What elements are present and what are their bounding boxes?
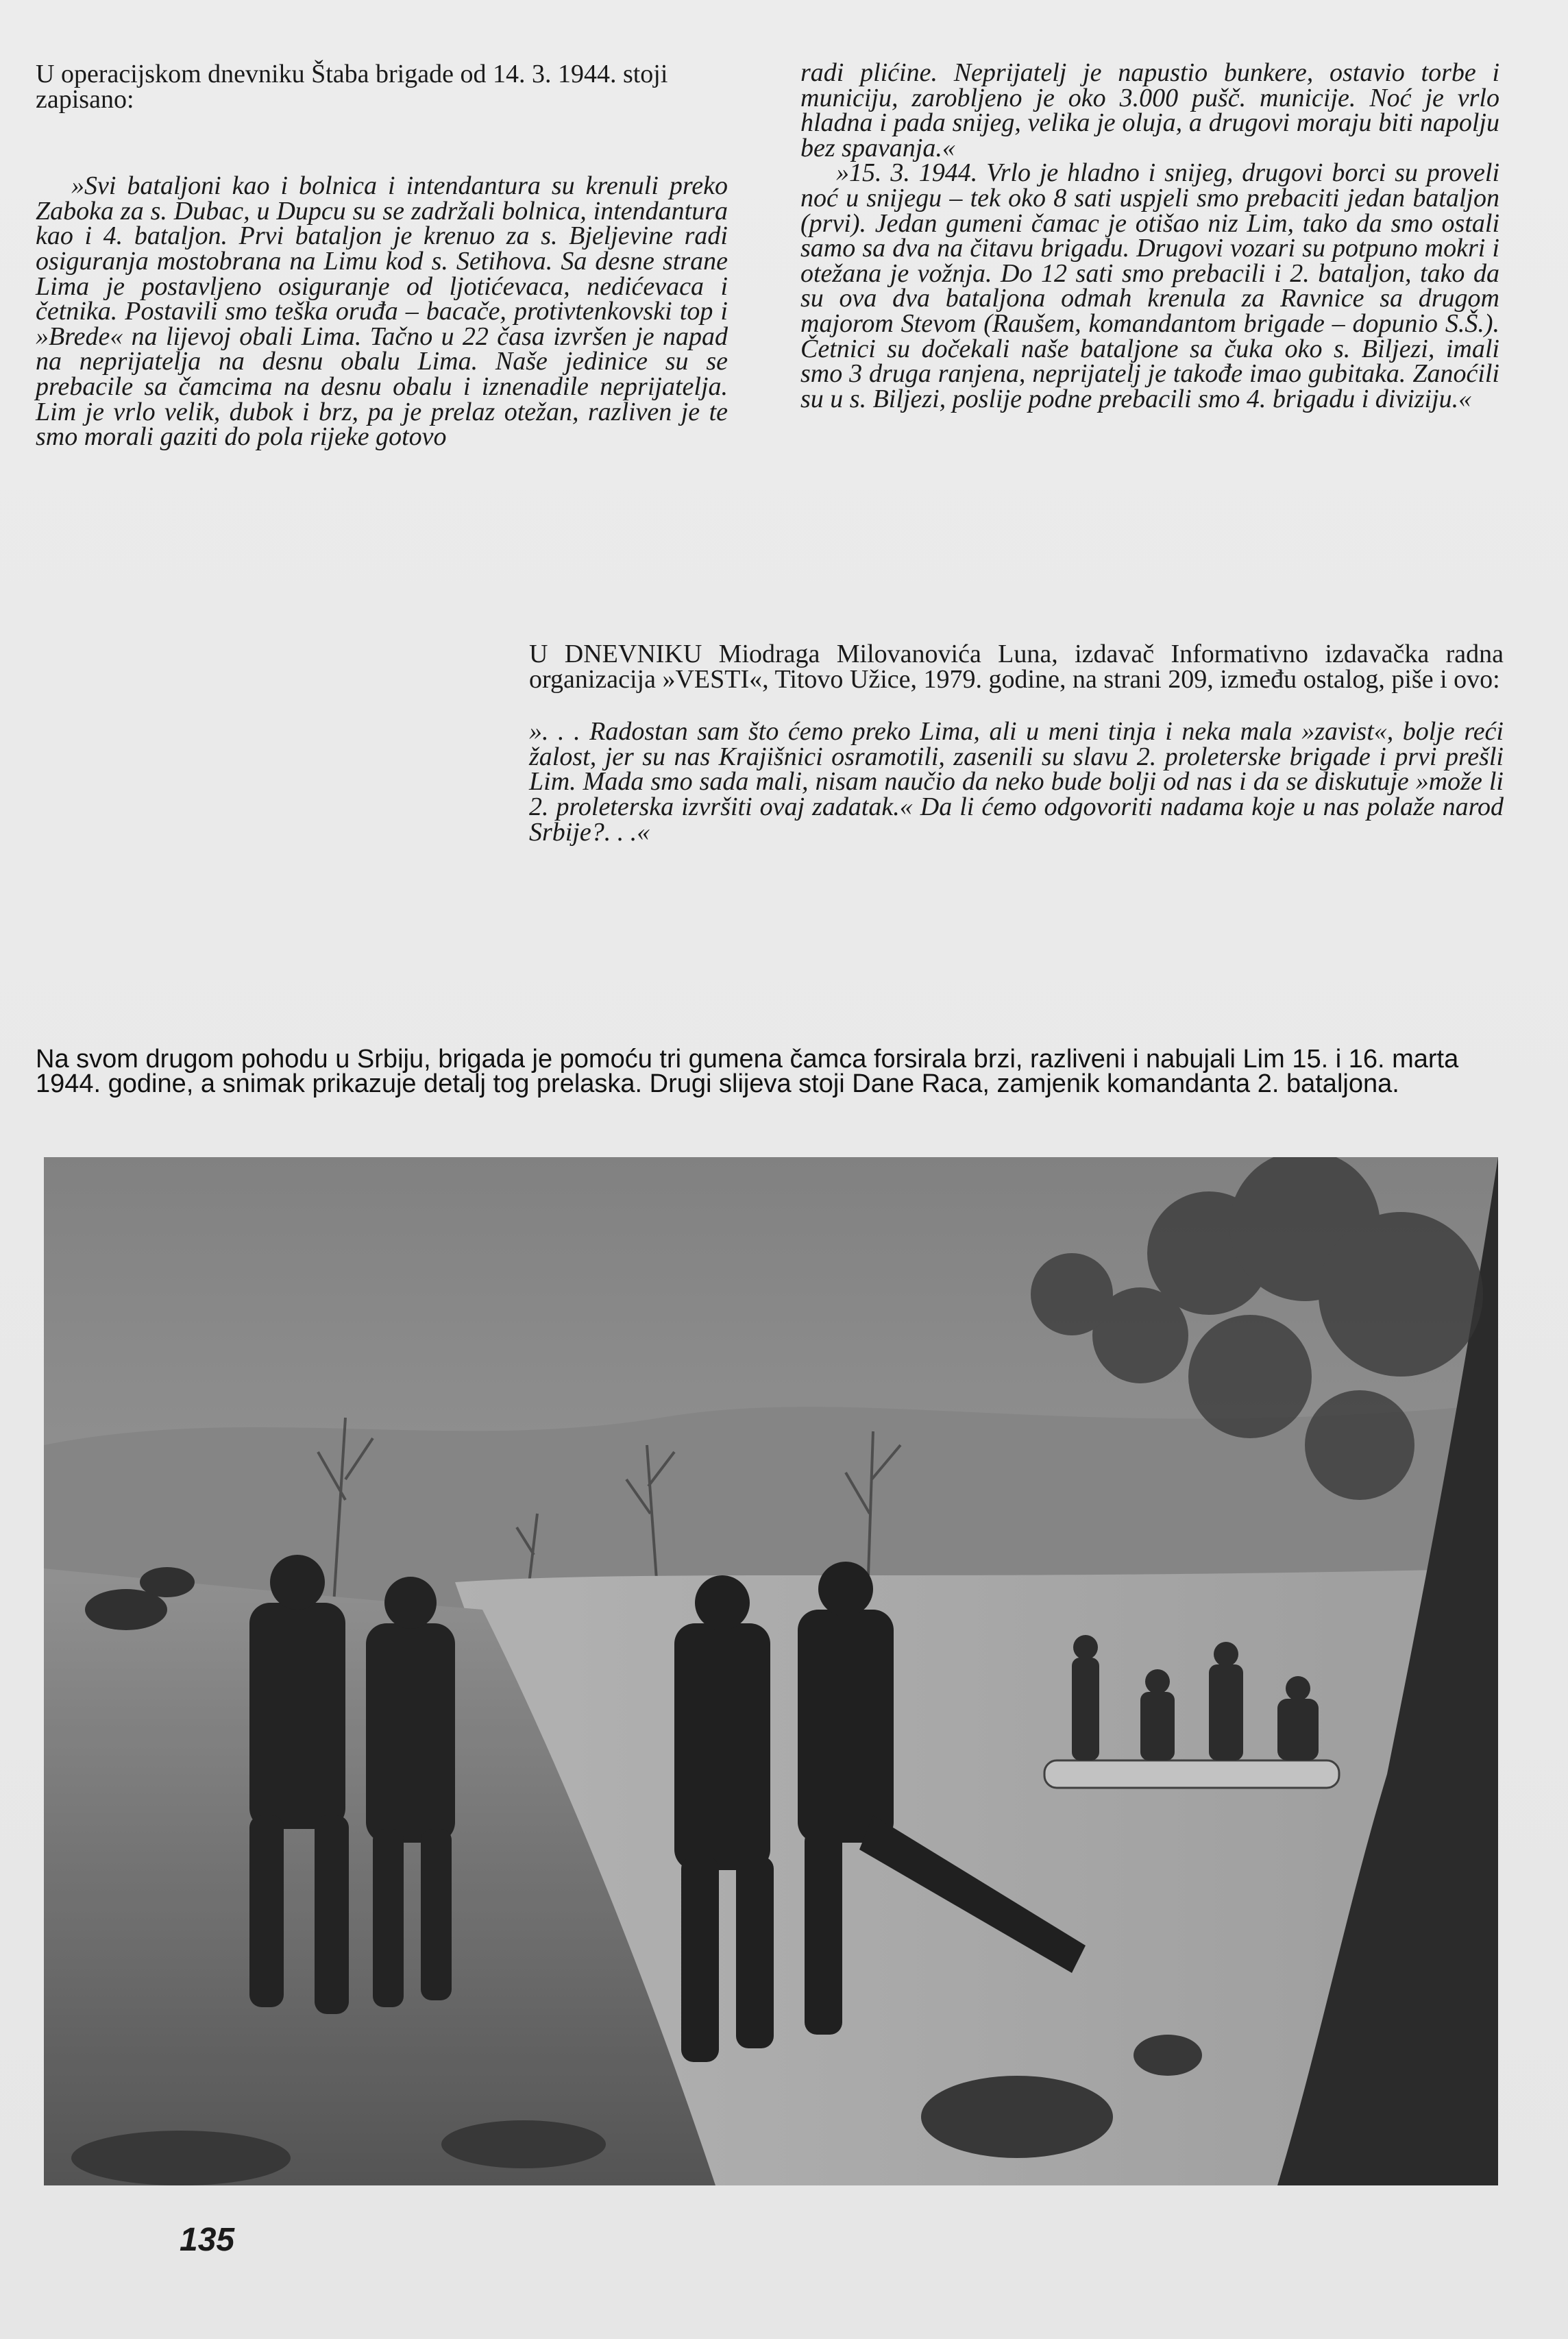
left-intro-paragraph: U operacijskom dnevniku Štaba brigade od 14. 3. 1944. stoji zapisano: [36, 60, 668, 114]
left-text-column [36, 62, 728, 450]
photo-caption: Na svom drugom pohodu u Srbiju, brigada je pomoću tri gumena čamca forsirala brzi, razliveni i nabujali Lim 15. i 16. marta 1944. godine, a snimak prikazuje detalj tog prelaska. Drugi slijeva stoji Dane Raca, zamjenik komandanta 2. bataljona. [36, 1045, 1459, 1099]
river-crossing-photo-image [44, 1157, 1498, 2185]
page-number: 135 [180, 2222, 235, 2258]
river-crossing-photo [44, 1157, 1498, 2185]
operations-diary-quote-continued: radi plićine. Neprijatelj je napustio bunkere, ostavio torbe i municiju, zarobljeno je oko 3.000 pušč. municije. Noć je vrlo hladna i pada snijeg, velika je oluja, a drugovi moraju biti napolju bez spavanja.« [800, 58, 1499, 162]
luna-diary-section [529, 642, 1504, 845]
right-text-column [800, 60, 1499, 411]
luna-diary-intro: U DNEVNIKU Miodraga Milovanovića Luna, izdavač Informativno izdavačka radna organizacija »VESTI«, Titovo Užice, 1979. godine, na strani 209, između ostalog, piše i ovo: [529, 640, 1504, 694]
operations-diary-quote: »Svi bataljoni kao i bolnica i intendantura su krenuli preko Zaboka za s. Dubac, u Dupcu su se zadržali bolnica, intendantura kao i 4. bataljon. Prvi bataljon je krenuo za s. Bjeljevine radi osiguranja mostobrana na Limu kod s. Setihova. Sa desne strane Lima je postavljeno osiguranje od ljotićevaca, nedićevaca i četnika. Postavili smo teška oruđa – bacače, protivtenkovski top i »Brede« na lijevoj obali Lima. Tačno u 22 časa izvršen je napad na neprijatelja na desnu obalu Lima. Naše jedinice su se prebacile sa čamcima na desnu obalu i iznenadile neprijatelja. Lim je vrlo velik, dubok i brz, pa je prelaz otežan, razliven je te smo morali gaziti do pola rijeke gotovo [36, 171, 728, 452]
luna-diary-quote: ». . . Radostan sam što ćemo preko Lima, ali u meni tinja i neka mala »zavist«, bolje reći žalost, jer su nas Krajišnici osramotili, zasenili su slavu 2. proleterske brigade i prvi prešli Lim. Mada smo sada mali, nisam naučio da neko bude bolji od nas i da se diskutuje »može li 2. proleterska izvršiti ovaj zadatak.« Da li ćemo odgovoriti nadama koje u nas polaže narod Srbije?. . .« [529, 717, 1504, 847]
operations-diary-quote-march-15: »15. 3. 1944. Vrlo je hladno i snijeg, drugovi borci su proveli noć u snijegu – tek oko 8 sati uspjeli smo prebaciti jedan bataljon (prvi). Jedan gumeni čamac je otišao niz Lim, tako da smo ostali samo sa dva na čitavu brigadu. Drugovi vozari su potpuno mokri i otežana je vožnja. Do 12 sati smo prebacili i 2. bataljon, tako da su ova dva bataljona odmah krenula za Ravnice sa drugom majorom Stevom (Raušem, komandantom brigade – dopunio S.Š.). Četnici su dočekali naše bataljone sa čuka oko s. Biljezi, imali smo 3 druga ranjena, neprijatelj je takođe imao gubitaka. Zanoćili su u s. Biljezi, poslije podne prebacili smo 4. brigadu i diviziju.« [800, 158, 1499, 413]
